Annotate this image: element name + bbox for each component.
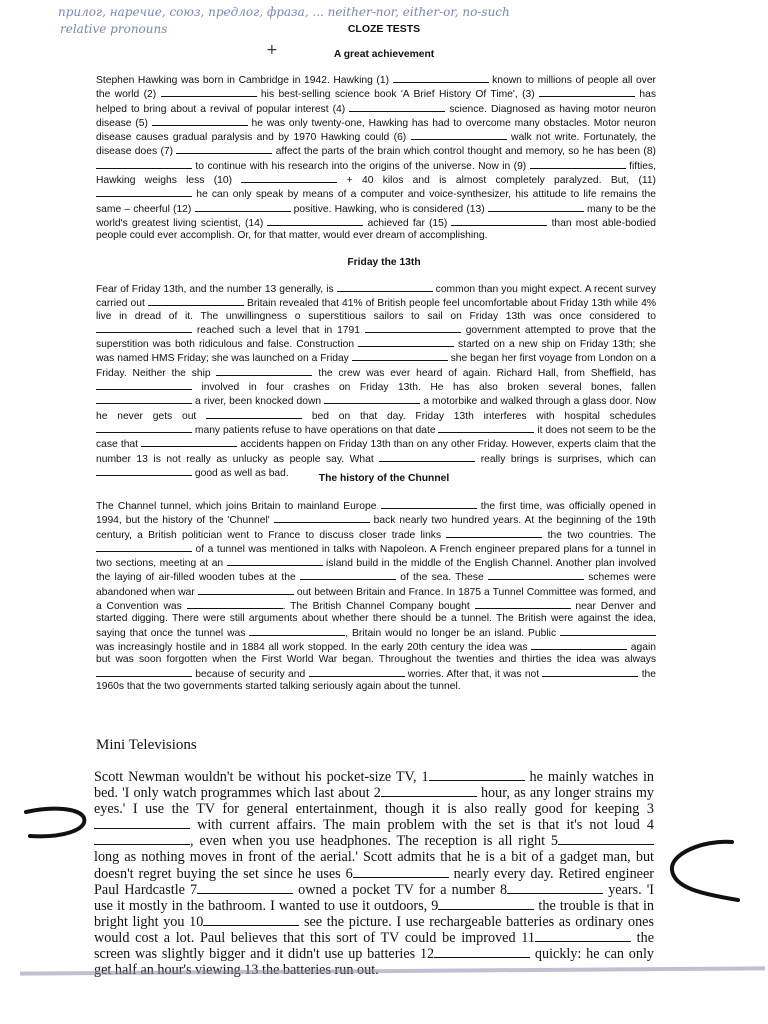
blank-line: [96, 394, 192, 404]
hawking-text: Stephen Hawking was born in Cambridge in 1942. Hawking (1) known to millions of people all over the world (2) his best-selling science book 'A Brief History Of Time', (3) has helped to bring about a revival of popular interest (4) science. Diagnosed as having motor neuron disease (5) he was only twenty-one, Hawking has had to overcome many obstacles. Motor neuron disease causes gradual paralysis and by 1970 Hawking could (6) walk not write. Fortunately, the disease does (7) affect the parts of the brain which control thought and memory, so he has been (8) to continue with his research into the origins of the universe. Now in (9) fifties, Hawking weighs less (10) + 40 kilos and is almost completely paralyzed. But, (11) he can only speak by means of a computer and voice-synthesizer, his attitude to life remains the same – cheerful (12) positive. Hawking, who is considered (13) many to be the world's greatest living scientist, (14) achieved far (15) than most able-bodied people could ever accomplish. Or, for that matter, would ever dream of accomplishing.: [96, 75, 657, 242]
blank-line: [475, 599, 571, 609]
blank-line: [379, 452, 475, 462]
blank-line: [96, 667, 192, 677]
plus-mark-icon: +: [266, 42, 278, 58]
chunnel-title: The history of the Chunnel: [318, 473, 450, 484]
blank-line: [365, 323, 461, 333]
blank-line: [530, 159, 626, 169]
blank-line: [195, 202, 291, 212]
mini-text: Scott Newman wouldn't be without his pocket-size TV, 1 he mainly watches in bed. 'I only watch programmes which last about 2 hour, as any longer strains my eyes.' I use the TV for general entertainment, though it is also really good for keeping 3 with current affairs. The main problem with the set is that it's not loud 4, even when you use headphones. The reception is all right 5 long as nothing moves in front of the aerial.' Scott admits that he is a bit of a gadget man, but doesn't regret buying the set since he uses 6 nearly every day. Retired engineer Paul Hardcastle 7 owned a pocket TV for a number 8 years. 'I use it mostly in the bathroom. I wanted to use it outdoors, 9 the trouble is that in bright light you 10 see the picture. I use rechargeable batteries as ordinary ones would cost a lot. Paul believes that this sort of TV could be improved 11 the screen was slightly bigger and it didn't use up batteries 12 quickly: he can only: [94, 769, 655, 963]
blank-line: [141, 437, 237, 447]
blank-line: [507, 882, 603, 894]
blank-line: [488, 202, 584, 212]
paperclip-left-icon: [22, 800, 92, 846]
blank-line: [249, 626, 345, 636]
blank-line: [542, 667, 638, 677]
blank-line: [438, 898, 534, 910]
blank-line: [206, 409, 302, 419]
blank-line: [358, 337, 454, 347]
blank-line: [152, 116, 248, 126]
blank-line: [241, 173, 337, 183]
blank-line: [349, 102, 445, 112]
mini-title: Mini Televisions: [96, 737, 197, 753]
blank-line: [198, 585, 294, 595]
blank-line: [539, 87, 635, 97]
blank-line: [96, 159, 192, 169]
blank-line: [429, 769, 525, 781]
blank-line: [446, 528, 542, 538]
blank-line: [161, 87, 257, 97]
blank-line: [94, 833, 190, 845]
blank-line: [381, 785, 477, 797]
friday-text: Fear of Friday 13th, and the number 13 generally, is common than you might expect. A recent survey carried out Britain revealed that 41% of British people feel uncomfortable about Friday 13th while 4% live in dread of it. The unwillingness o superstitious sailors to sail on Friday 13th was once considered to reached such a level that in 1791 government attempted to prove that the superstition was both ridiculous and false. Construction started on a new ship on Friday 13th; she was named HMS Friday; she was launched on a Friday she began her first voyage from London on a Friday. Neither the ship the crew was ever heard of again. Richard Hall, from Sheffield, has involved in four crashes on Friday 13th. He has also broken several bones, fallen a river, been knocked down a motorbike and walked through a glass door. Now he never gets out bed on that day. Friday 13th interferes with hospital schedules many patients refuse to have operations on that date it does not seem to be the case that accidents happen on Friday 13th than on any other Friday. However, experts claim that the number 13 is not really as unlucky as people say. What really brings is surprises, which can good as well as bad.: [96, 284, 657, 479]
handwritten-line-1: прилог, наречие, союз, предлог, фраза, ... neither-nor, either-or, no-such: [58, 5, 510, 19]
blank-line: [558, 833, 654, 845]
blank-line: [353, 866, 449, 878]
blank-line: [352, 351, 448, 361]
blank-line: [227, 556, 323, 566]
blank-line: [337, 282, 433, 292]
blank-line: [187, 599, 283, 609]
hawking-title: A great achievement: [333, 49, 435, 60]
blank-line: [434, 946, 530, 958]
chunnel-text: The Channel tunnel, which joins Britain to mainland Europe the first time, was officially opened in 1994, but the history of the 'Chunnel' back nearly two hundred years. At the beginning of the 19th century, a British politician went to France to discuss closer trade links the two countries. The of a tunnel was mentioned in talks with Napoleon. A French engineer prepared plans for a tunnel in two sections, meeting at an island build in the middle of the English Channel. Another plan involved the laying of air-filled wooden tubes at the of the sea. These schemes were abandoned when war out between Britain and France. In 1875 a Tunnel Committee was formed, and a Convention was . The British Channel Company bought near Denver and started digging. There were still arguments about whether there should be a tunnel. The British were against the idea, saying that once the tunnel was , Britain would no longer be an island. Public was increasingly hostile and in 1884 all work stopped. In the early 20th century the idea was again but was soon forgotten when the First World War began. Throughout the twenties and thirties the idea was always because of security and worries. After that, it was not the 1960s that the two governments started talking seriously again about the tunnel.: [96, 501, 657, 692]
blank-line: [203, 914, 299, 926]
blank-line: [96, 542, 192, 552]
cloze-header: CLOZE TESTS: [347, 23, 421, 35]
blank-line: [381, 499, 477, 509]
blank-line: [197, 882, 293, 894]
handwritten-line-2: relative pronouns: [60, 22, 168, 36]
blank-line: [438, 423, 534, 433]
blank-line: [488, 570, 584, 580]
blank-line: [393, 73, 489, 83]
blank-line: [96, 187, 192, 197]
blank-line: [309, 667, 405, 677]
blank-line: [531, 640, 627, 650]
blank-line: [274, 513, 370, 523]
blank-line: [267, 216, 363, 226]
paperclip-right-icon: [662, 836, 742, 906]
blank-line: [96, 423, 192, 433]
blank-line: [451, 216, 547, 226]
blank-line: [148, 296, 244, 306]
blank-line: [96, 380, 192, 390]
blank-line: [324, 394, 420, 404]
blank-line: [216, 366, 312, 376]
blank-line: [96, 323, 192, 333]
blank-line: [560, 626, 656, 636]
blank-line: [94, 817, 190, 829]
blank-line: [176, 144, 272, 154]
blank-line: [300, 570, 396, 580]
blank-line: [411, 130, 507, 140]
blank-line: [535, 930, 631, 942]
friday-title: Friday the 13th: [347, 257, 421, 268]
